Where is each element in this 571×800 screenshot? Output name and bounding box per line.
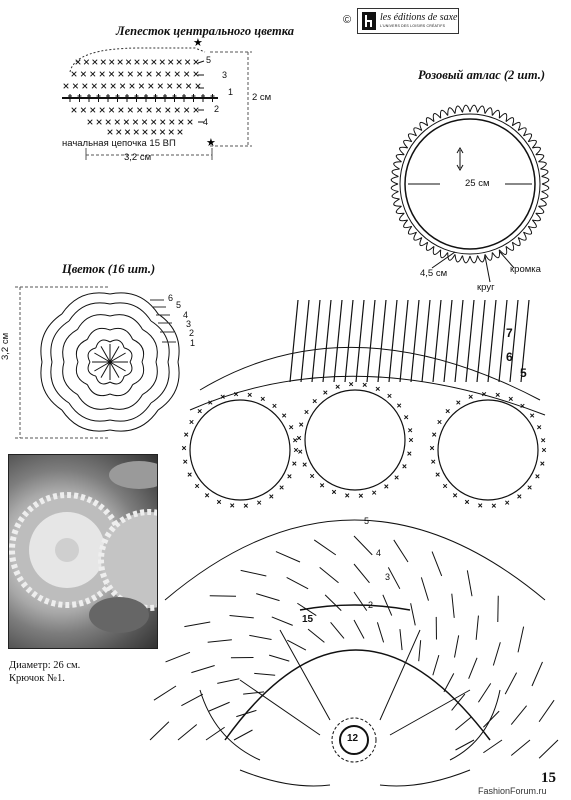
main-upper-fan (190, 300, 545, 415)
flower-height-label: 3,2 см (0, 332, 11, 360)
ring-circle-label: круг (477, 282, 495, 293)
main-upper-row-6: 6 (506, 350, 513, 364)
page-number: 15 (541, 770, 556, 786)
petal-row-label-2: 2 (214, 104, 220, 114)
main-flower-circles (182, 382, 546, 507)
petal-width-label: 3,2 см (124, 152, 152, 163)
spec-diameter: Диаметр: 26 см. (9, 660, 81, 671)
flower-row-label-4: 4 (183, 310, 189, 320)
petal-height-label: 2 см (252, 92, 272, 103)
publisher-name: les éditions de saxe (380, 12, 458, 24)
main-lower-row-4: 4 (376, 548, 382, 558)
petal-row-label-5: 5 (206, 55, 212, 65)
main-lower-row-3: 3 (385, 572, 391, 582)
main-count-12: 12 (347, 733, 359, 744)
main-lower-row-5: 5 (364, 516, 370, 526)
ring-width-label: 4,5 см (420, 268, 448, 279)
flower-row-label-1: 1 (190, 338, 196, 348)
petal-row-label-1: 1 (228, 87, 234, 97)
main-lower-fan (150, 520, 558, 758)
petal-row-label-4: 4 (203, 117, 209, 127)
petal-chain-note: начальная цепочка 15 ВП (62, 138, 176, 149)
publisher-tagline: L'UNIVERS DES LOISIRS CRÉATIFS (380, 24, 446, 29)
spec-hook: Крючок №1. (9, 673, 65, 684)
photo-doily-shape (9, 455, 157, 648)
ring-edge-label: кромка (510, 264, 541, 275)
flower-row-label-5: 5 (176, 300, 182, 310)
flower-chart-title: Цветок (16 шт.) (62, 262, 156, 276)
end-star-icon: ★ (206, 137, 216, 149)
watermark: FashionForum.ru (478, 786, 547, 796)
flower-row-label-2: 2 (189, 328, 195, 338)
main-count-15: 15 (302, 614, 314, 625)
copyright-sign: © (343, 14, 352, 26)
petal-chart-title: Лепесток центрального цветка (116, 24, 295, 38)
main-upper-row-7: 7 (506, 326, 513, 340)
flower-row-label-3: 3 (186, 319, 192, 329)
flower-row-label-6: 6 (168, 293, 174, 303)
main-upper-row-5: 5 (520, 366, 527, 380)
ring-diameter-label: 25 см (465, 178, 490, 189)
start-star-icon: ★ (193, 37, 203, 49)
petal-row-label-3: 3 (222, 70, 228, 80)
product-photo (8, 454, 158, 649)
ring-chart-title: Розовый атлас (2 шт.) (418, 68, 545, 82)
main-lower-row-2: 2 (368, 600, 374, 610)
